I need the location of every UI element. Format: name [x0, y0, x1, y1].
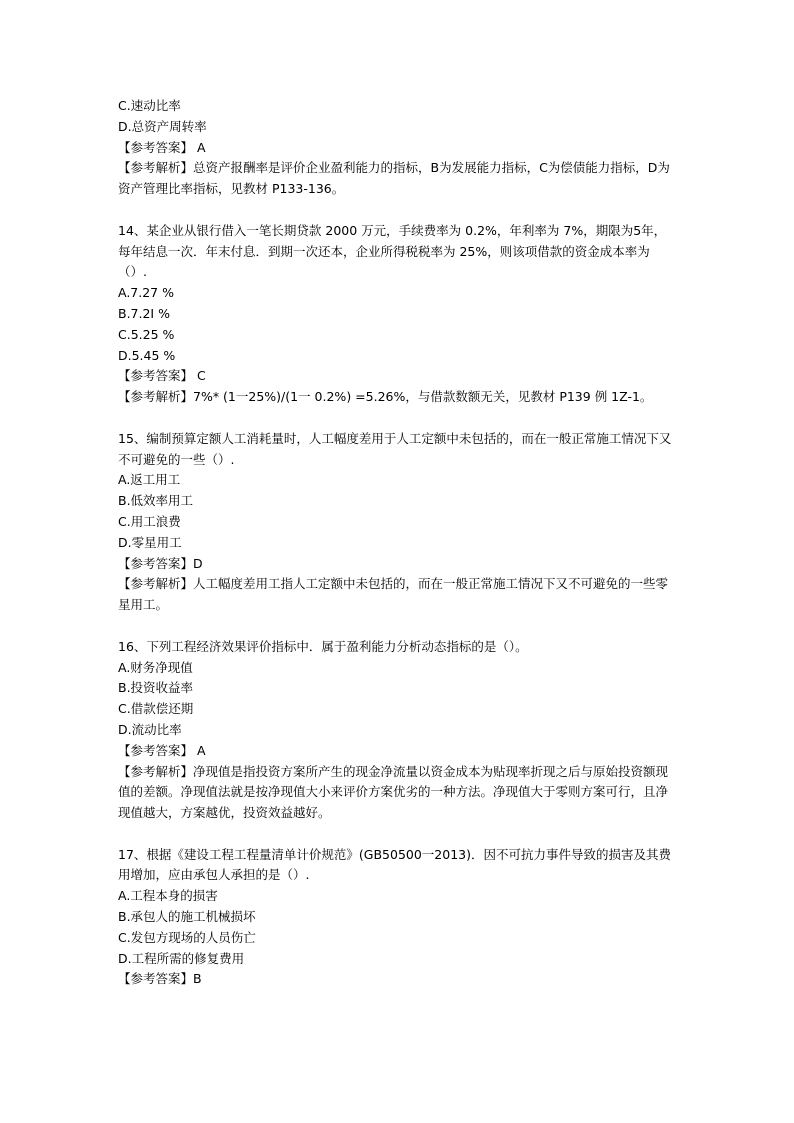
option-d: D.5.45 % — [118, 347, 176, 363]
question-14 — [118, 221, 678, 408]
answer: 【参考答案】D — [118, 555, 203, 571]
option-c: C.用工浪费 — [118, 513, 181, 529]
question-15 — [118, 429, 678, 616]
spacer — [118, 200, 678, 221]
spacer — [118, 408, 678, 429]
analysis: 【参考解析】7%* (1一25%)/(1一 0.2%) =5.26%，与借款数额无关，见教材 P139 例 1Z-1。 — [118, 389, 653, 405]
answer: 【参考答案】 A — [118, 139, 206, 155]
option-d: D.零星用工 — [118, 534, 182, 550]
option-c: C.发包方现场的人员伤亡 — [118, 929, 256, 945]
option-d: D.总资产周转率 — [118, 118, 207, 134]
answer: 【参考答案】 A — [118, 742, 206, 758]
answer: 【参考答案】B — [118, 971, 202, 987]
analysis: 【参考解析】人工幅度差用工指人工定额中未包括的，而在一般正常施工情况下又不可避免的一些零星用工。 — [118, 576, 669, 613]
option-b: B.承包人的施工机械损坏 — [118, 909, 256, 925]
option-b: B.低效率用工 — [118, 493, 194, 509]
option-b: B.投资收益率 — [118, 680, 194, 696]
analysis: 【参考解析】总资产报酬率是评价企业盈利能力的指标，B为发展能力指标，C为偿债能力指标，D为资产管理比率指标，见教材 P133-136。 — [118, 160, 670, 197]
option-c: C.借款偿还期 — [118, 701, 194, 717]
option-b: B.7.2I % — [118, 305, 170, 321]
option-d: D.流动比率 — [118, 721, 182, 737]
option-a: A.7.27 % — [118, 285, 174, 301]
question-stem: 16、下列工程经济效果评价指标中．属于盈利能力分析动态指标的是（）。 — [118, 638, 528, 654]
question-13-tail — [118, 96, 678, 200]
question-17 — [118, 845, 678, 991]
question-stem: 17、根据《建设工程工程量清单计价规范》(GB50500一2013)．因不可抗力事件导致的损害及其费用增加，应由承包人承担的是（）. — [118, 846, 671, 883]
option-a: A.工程本身的损害 — [118, 888, 218, 904]
spacer — [118, 616, 678, 637]
question-stem: 15、编制预算定额人工消耗量时，人工幅度差用于人工定额中未包括的，而在一般正常施工情况下又不可避免的一些（）. — [118, 430, 672, 467]
option-c: C.速动比率 — [118, 98, 181, 113]
option-a: A.财务净现值 — [118, 659, 193, 675]
option-a: A.返工用工 — [118, 472, 181, 488]
question-stem: 14、某企业从银行借入一笔长期贷款 2000 万元，手续费率为 0.2%，年利率为 7%，期限为5年，每年结息一次．年末付息．到期一次还本，企业所得税税率为 25%，则该项借款的资金成本率为（）. — [118, 222, 667, 280]
question-16 — [118, 637, 678, 824]
spacer — [118, 824, 678, 845]
option-c: C.5.25 % — [118, 326, 175, 342]
option-d: D.工程所需的修复费用 — [118, 950, 245, 966]
analysis: 【参考解析】净现值是指投资方案所产生的现金净流量以资金成本为贴现率折现之后与原始投资额现值的差额。净现值法就是按净现值大小来评价方案优劣的一种方法。净现值大于零则方案可行，且净现值越大，方案越优，投资效益越好。 — [118, 763, 669, 821]
answer: 【参考答案】 C — [118, 368, 206, 384]
document-page — [118, 96, 678, 990]
